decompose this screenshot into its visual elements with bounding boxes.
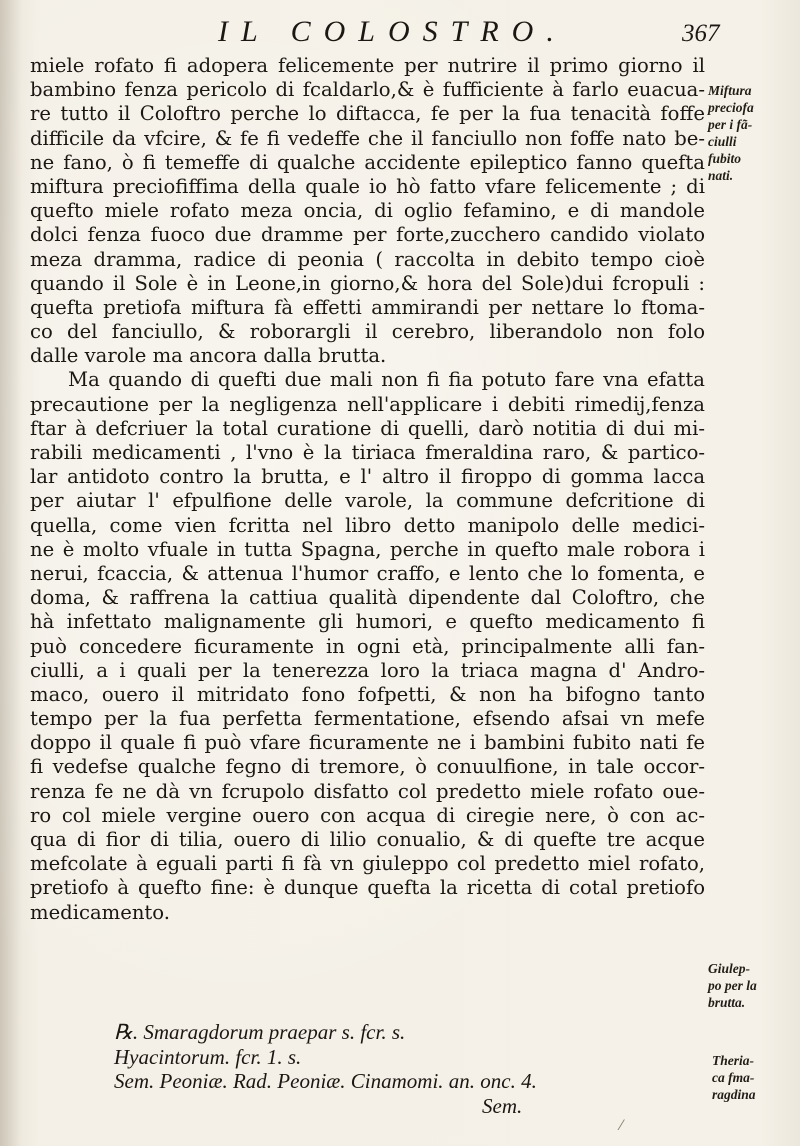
text-line: doppo il quale fi può vfare ficuramente ne i bambini fubito nati fe <box>30 731 705 755</box>
text-line: doma, & raffrena la cattiua qualità dipendente dal Coloftro, che <box>30 586 705 610</box>
text-line: meza dramma, radice di peonia ( raccolta in debito tempo cioè <box>30 247 705 271</box>
margin-note-line: fubito <box>708 151 742 166</box>
text-line: qua di fior di tilia, ouero di lilio conualio, & di quefte tre acque <box>30 828 705 851</box>
text-line: ne fano, ò fi temeffe di qualche accidente epileptico fanno quefta <box>30 150 705 174</box>
text-line: quando il Sole è in Leone,in giorno,& hora del Sole)dui fcropuli : <box>30 271 705 295</box>
running-title: IL COLOSTRO. <box>218 15 567 48</box>
text-line: precautione per la negligenza nell'applicare i debiti rimedij,fenza <box>30 392 705 416</box>
margin-note-theriaca <box>712 1052 800 1103</box>
margin-notes <box>706 0 800 1146</box>
text-line: fi vedefse qualche fegno di tremore, ò conuulfione, in tale occor- <box>30 755 705 779</box>
margin-note-line: Giulep- <box>708 961 750 976</box>
text-line: quefto miele rofato meza oncia, di oglio fefamino, e di mandole <box>30 199 705 223</box>
body-text <box>30 54 705 925</box>
text-line: rabili medicamenti , l'vno è la tiriaca fmeraldina raro, & partico- <box>30 441 705 464</box>
recipe-line: ℞. Smaragdorum praepar s. fcr. s. <box>114 1020 406 1044</box>
text-line: dolci fenza fuoco due dramme per forte,zucchero candido violato <box>30 223 705 247</box>
recipe-block <box>30 1020 705 1118</box>
margin-note-line: ca fma- <box>712 1070 755 1085</box>
text-line: re tutto il Coloftro perche lo diftacca, fe per la fua tenacità foffe <box>30 102 705 126</box>
text-line: può concedere ficuramente in ogni età, principalmente alli fan- <box>30 634 705 658</box>
text-line: tempo per la fua perfetta fermentatione, efsendo afsai vn mefe <box>30 707 705 731</box>
text-line: dalle varole ma ancora dalla brutta. <box>30 344 387 368</box>
text-line: ftar à defcriuer la total curatione di quelli, darò notitia di dui mi- <box>30 416 705 440</box>
recipe-line: Sem. Peoniæ. Rad. Peoniæ. Cinamomi. an. onc. 4. <box>114 1069 537 1093</box>
page-number: 367 <box>682 20 720 47</box>
text-line: maco, ouero il mitridato fono fofpetti, & non ha bifogno tanto <box>30 682 705 706</box>
text-line: ne è molto vfuale in tutta Spagna, perche in quefto male robora i <box>30 537 705 561</box>
margin-note-line: ragdina <box>712 1087 756 1102</box>
text-line: renza fe ne dà vn fcrupolo disfatto col predetto miele rofato oue- <box>30 779 705 803</box>
recipe-line: Sem. <box>482 1093 523 1118</box>
text-line: hà infettato malignamente gli humori, e quefto medicamento fi <box>30 610 705 634</box>
page-header <box>0 12 800 52</box>
text-line: ro col miele vergine ouero con acqua di ciregie nere, ò con ac- <box>30 803 705 827</box>
text-line: Ma quando di quefti due mali non fi fia potuto fare vna efatta <box>68 368 705 392</box>
margin-note-line: preciofa <box>708 100 754 115</box>
margin-note-line: brutta. <box>708 995 746 1010</box>
text-line: quefta pretiofa miftura fà effetti ammirandi per nettare lo ftoma- <box>30 295 705 319</box>
text-line: difficile da vfcire, & fe fi vedeffe che il fanciullo non foffe nato be- <box>30 126 705 150</box>
margin-note-line: ciulli <box>708 134 737 149</box>
margin-note-line: per i fã- <box>708 117 753 132</box>
text-line: bambino fenza pericolo di fcaldarlo,& è fufficiente à farlo euacua- <box>30 78 705 102</box>
text-line: co del fanciullo, & roborargli il cerebro, liberandolo non folo <box>30 320 705 344</box>
margin-note-miftura <box>708 82 800 184</box>
text-line: medicamento. <box>30 900 170 924</box>
text-line: mefcolate à eguali parti fi fà vn giuleppo col predetto miel rofato, <box>30 852 705 876</box>
text-line: miele rofato fi adopera felicemente per nutrire il primo giorno il <box>30 54 705 77</box>
text-line: quella, come vien fcritta nel libro detto manipolo delle medici- <box>30 513 705 537</box>
margin-note-line: Miftura <box>708 83 752 98</box>
margin-note-line: Theria- <box>712 1053 754 1068</box>
text-line: per aiutar l' efpulfione delle varole, la commune defcritione di <box>30 489 705 513</box>
margin-note-giuleppo <box>708 960 800 1011</box>
recipe-line: Hyacintorum. fcr. 1. s. <box>114 1044 302 1069</box>
text-line: ciulli, a i quali per la tenerezza loro la triaca magna d' Andro- <box>30 658 705 682</box>
text-line: nerui, fcaccia, & attenua l'humor craffo, e lento che lo fomenta, e <box>30 561 705 585</box>
text-line: miftura preciofiffima della quale io hò fatto vfare felicemente ; di <box>30 174 705 198</box>
binding-shadow <box>0 0 22 1146</box>
margin-note-line: po per la <box>708 978 757 993</box>
margin-note-line: nati. <box>708 168 734 183</box>
text-line: pretiofo à quefto fine: è dunque quefta la ricetta di cotal pretiofo <box>30 876 705 900</box>
stray-mark-icon: ⁄ <box>620 1118 623 1134</box>
text-line: lar antidoto contro la brutta, e l' altro il firoppo di gomma lacca <box>30 465 705 489</box>
